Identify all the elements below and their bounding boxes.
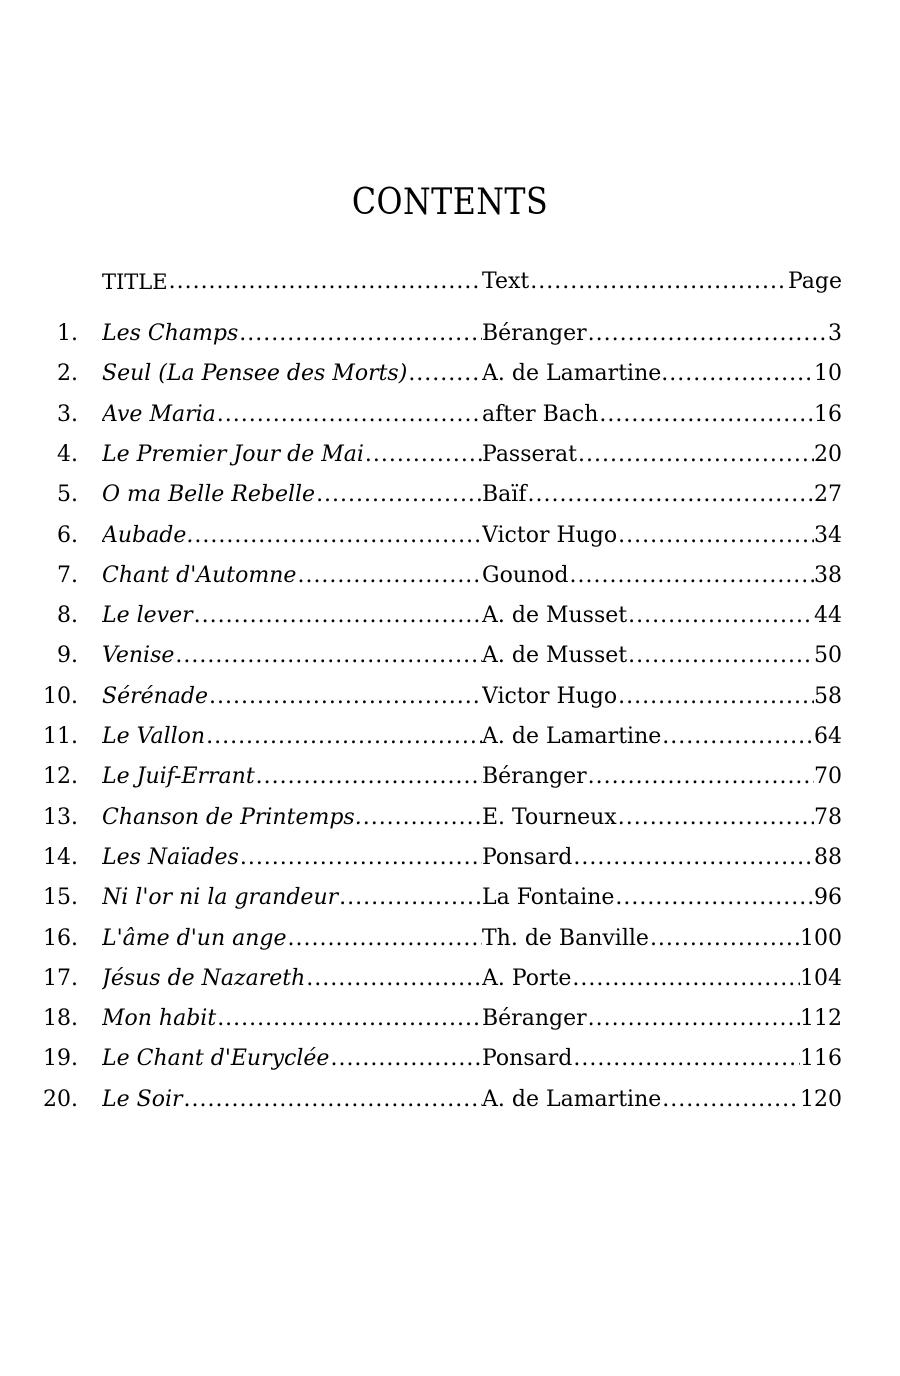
entry-page-number: 27 bbox=[814, 482, 842, 507]
entry-text-cell bbox=[482, 1039, 842, 1079]
entry-page-number: 70 bbox=[814, 764, 842, 789]
entry-text-author: A. Porte bbox=[482, 966, 572, 991]
entry-title-cell bbox=[102, 1080, 482, 1120]
entry-text-author: after Bach bbox=[482, 402, 599, 427]
entry-title-cell bbox=[102, 314, 482, 354]
dot-leader bbox=[569, 556, 815, 596]
entry-text-cell bbox=[482, 878, 842, 918]
entry-page-number: 116 bbox=[800, 1046, 842, 1071]
entry-text-author: Ponsard bbox=[482, 1046, 573, 1071]
dot-leader bbox=[216, 999, 482, 1039]
entry-text-author: Gounod bbox=[482, 563, 569, 588]
entry-page-number: 112 bbox=[800, 1006, 842, 1031]
entry-text-cell bbox=[482, 354, 842, 394]
contents-entry bbox=[0, 959, 900, 999]
entry-number: 3. bbox=[57, 402, 78, 427]
contents-entry bbox=[0, 596, 900, 636]
entry-title: Les Naïades bbox=[102, 845, 239, 870]
entry-text-author: Victor Hugo bbox=[482, 523, 618, 548]
entry-number: 12. bbox=[43, 764, 78, 789]
entry-page-number: 3 bbox=[828, 321, 842, 346]
entry-title: Le Juif-Errant bbox=[102, 764, 255, 789]
entry-title: Venise bbox=[102, 643, 175, 668]
column-header-row bbox=[0, 262, 900, 302]
entry-text-author: A. de Lamartine. bbox=[482, 361, 669, 386]
dot-leader bbox=[305, 959, 482, 999]
dot-leader bbox=[205, 717, 482, 757]
entry-text-cell bbox=[482, 757, 842, 797]
entry-number: 4. bbox=[57, 442, 78, 467]
dot-leader bbox=[239, 838, 482, 878]
entry-text-cell bbox=[482, 717, 842, 757]
title-column-header bbox=[102, 262, 482, 302]
dot-leader bbox=[255, 757, 482, 797]
entry-page-number: 20 bbox=[814, 442, 842, 467]
entry-title-cell bbox=[102, 757, 482, 797]
entry-title: Le Vallon bbox=[102, 724, 206, 749]
dot-leader bbox=[627, 596, 814, 636]
entry-title: Seul (La Pensee des Morts) bbox=[102, 361, 408, 386]
dot-leader bbox=[183, 1080, 483, 1120]
dot-leader bbox=[627, 636, 814, 676]
dot-leader bbox=[362, 798, 482, 838]
contents-entry bbox=[0, 919, 900, 959]
entry-text-author: Béranger bbox=[482, 1006, 587, 1031]
entry-number: 17. bbox=[43, 966, 78, 991]
dot-leader bbox=[614, 878, 814, 918]
entry-text-cell bbox=[482, 999, 842, 1039]
dot-leader bbox=[216, 395, 482, 435]
dot-leader bbox=[649, 919, 800, 959]
contents-entry bbox=[0, 757, 900, 797]
entry-title-cell bbox=[102, 596, 482, 636]
entry-title-cell bbox=[102, 636, 482, 676]
entry-title-cell bbox=[102, 919, 482, 959]
contents-entry bbox=[0, 999, 900, 1039]
entry-title-cell bbox=[102, 556, 482, 596]
title-header-label: TITLE bbox=[102, 270, 168, 294]
entry-page-number: 44 bbox=[814, 603, 842, 628]
entry-text-author: Victor Hugo bbox=[482, 684, 618, 709]
entry-text-cell bbox=[482, 1080, 842, 1120]
contents-entry bbox=[0, 717, 900, 757]
entry-page-number: 58 bbox=[814, 684, 842, 709]
entry-title: Le Chant d'Euryclée bbox=[102, 1046, 330, 1071]
contents-entry bbox=[0, 516, 900, 556]
entry-page-number: 96 bbox=[814, 885, 842, 910]
entry-text-cell bbox=[482, 516, 842, 556]
entry-text-author: A. de Lamartine bbox=[482, 724, 662, 749]
dot-leader bbox=[296, 556, 482, 596]
entry-text-author: E. Tourneux bbox=[482, 805, 617, 830]
dot-leader bbox=[572, 1039, 800, 1079]
entry-number: 15. bbox=[43, 885, 78, 910]
contents-entry bbox=[0, 1080, 900, 1120]
contents-entry bbox=[0, 556, 900, 596]
dot-leader bbox=[587, 999, 800, 1039]
dot-leader bbox=[315, 475, 482, 515]
entry-title-cell bbox=[102, 677, 482, 717]
entry-text-author: A. de Musset bbox=[482, 643, 628, 668]
entry-number: 13. bbox=[43, 805, 78, 830]
text-header-label: Text bbox=[482, 269, 530, 294]
entry-page-number: 88 bbox=[814, 845, 842, 870]
entry-title-cell bbox=[102, 959, 482, 999]
dot-leader bbox=[598, 395, 814, 435]
contents-entry bbox=[0, 798, 900, 838]
dot-leader bbox=[329, 1039, 482, 1079]
entry-page-number: 50 bbox=[814, 643, 842, 668]
dot-leader bbox=[587, 757, 814, 797]
entry-number: 6. bbox=[57, 523, 78, 548]
entry-title-cell bbox=[102, 798, 482, 838]
dot-leader bbox=[661, 717, 814, 757]
entry-text-cell bbox=[482, 395, 842, 435]
contents-entry bbox=[0, 636, 900, 676]
page-title: CONTENTS bbox=[351, 182, 549, 223]
entry-title-cell bbox=[102, 475, 482, 515]
entry-text-author: La Fontaine bbox=[482, 885, 615, 910]
entry-page-number: 10 bbox=[814, 361, 842, 386]
entry-title: O ma Belle Rebelle bbox=[102, 482, 316, 507]
dot-leader bbox=[617, 516, 814, 556]
entry-page-number: 38 bbox=[814, 563, 842, 588]
entry-title: Le Soir bbox=[102, 1087, 183, 1112]
entry-text-author: A. de Musset bbox=[482, 603, 628, 628]
contents-entry bbox=[0, 677, 900, 717]
entry-text-author: Béranger bbox=[482, 321, 587, 346]
entry-title: Le Premier Jour de Mai bbox=[102, 442, 364, 467]
contents-entry bbox=[0, 1039, 900, 1079]
entry-title: Chanson de Printemps. bbox=[102, 805, 362, 830]
entry-text-author: Baïf bbox=[482, 482, 527, 507]
entry-text-author: Passerat bbox=[482, 442, 578, 467]
entry-text-cell bbox=[482, 314, 842, 354]
entry-text-cell bbox=[482, 435, 842, 475]
page-header-label: Page bbox=[787, 269, 842, 294]
dot-leader bbox=[407, 354, 482, 394]
contents-entry bbox=[0, 354, 900, 394]
dot-leader bbox=[174, 636, 482, 676]
dot-leader bbox=[617, 798, 814, 838]
entry-text-author: A. de Lamartine bbox=[482, 1087, 662, 1112]
entry-number: 18. bbox=[43, 1006, 78, 1031]
entry-text-cell bbox=[482, 556, 842, 596]
entry-page-number: 120 bbox=[800, 1087, 842, 1112]
entry-title: Sérénade bbox=[102, 684, 209, 709]
entry-title-cell bbox=[102, 838, 482, 878]
entry-number: 5. bbox=[57, 482, 78, 507]
entry-text-cell bbox=[482, 838, 842, 878]
entry-number: 2. bbox=[57, 361, 78, 386]
entry-text-cell bbox=[482, 636, 842, 676]
dot-leader bbox=[364, 435, 482, 475]
entry-page-number: 34 bbox=[814, 523, 842, 548]
entry-text-cell bbox=[482, 919, 842, 959]
entry-number: 20. bbox=[43, 1087, 78, 1112]
entry-text-cell bbox=[482, 798, 842, 838]
contents-entry bbox=[0, 314, 900, 354]
dot-leader bbox=[572, 838, 814, 878]
dot-leader bbox=[661, 1080, 800, 1120]
contents-entry bbox=[0, 395, 900, 435]
dot-leader bbox=[193, 516, 482, 556]
entry-title: Ni l'or ni la grandeur bbox=[102, 885, 339, 910]
dot-leader bbox=[617, 677, 814, 717]
entry-page-number: 16 bbox=[814, 402, 842, 427]
entry-page-number: 104 bbox=[800, 966, 842, 991]
contents-entry bbox=[0, 435, 900, 475]
entry-number: 7. bbox=[57, 563, 78, 588]
entry-number: 11. bbox=[43, 724, 78, 749]
entry-text-cell bbox=[482, 596, 842, 636]
entry-title-cell bbox=[102, 1039, 482, 1079]
entry-page-number: 64 bbox=[814, 724, 842, 749]
entry-title-cell bbox=[102, 717, 482, 757]
dot-leader bbox=[577, 435, 814, 475]
dot-leader bbox=[238, 314, 482, 354]
entry-title: Ave Maria bbox=[102, 402, 216, 427]
entry-page-number: 78 bbox=[814, 805, 842, 830]
entry-number: 1. bbox=[57, 321, 78, 346]
entry-title-cell bbox=[102, 395, 482, 435]
dot-leader bbox=[587, 314, 828, 354]
dot-leader bbox=[193, 596, 482, 636]
dot-leader bbox=[287, 919, 483, 959]
entry-number: 8. bbox=[57, 603, 78, 628]
contents-entry bbox=[0, 878, 900, 918]
entry-number: 10. bbox=[43, 684, 78, 709]
dot-leader bbox=[571, 959, 800, 999]
dot-leader bbox=[338, 878, 482, 918]
dot-leader bbox=[668, 354, 814, 394]
entry-title-cell bbox=[102, 516, 482, 556]
entry-title-cell bbox=[102, 878, 482, 918]
text-column-header bbox=[482, 262, 842, 302]
entry-page-number: 100 bbox=[800, 926, 842, 951]
entry-number: 9. bbox=[57, 643, 78, 668]
entry-number: 19. bbox=[43, 1046, 78, 1071]
entry-title: Les Champs bbox=[102, 321, 239, 346]
dot-leader bbox=[208, 677, 482, 717]
entry-number: 16. bbox=[43, 926, 78, 951]
entry-title: Mon habit bbox=[102, 1006, 217, 1031]
contents-entry bbox=[0, 475, 900, 515]
entry-text-author: Ponsard bbox=[482, 845, 573, 870]
entry-title-cell bbox=[102, 354, 482, 394]
entry-text-author: Béranger bbox=[482, 764, 587, 789]
dot-leader bbox=[168, 262, 482, 302]
dot-leader bbox=[529, 262, 788, 302]
entry-text-cell bbox=[482, 677, 842, 717]
entry-text-cell bbox=[482, 475, 842, 515]
entry-text-cell bbox=[482, 959, 842, 999]
entry-text-author: Th. de Banville bbox=[482, 926, 649, 951]
entry-title: Aubade. bbox=[102, 523, 194, 548]
entry-title: L'âme d'un ange bbox=[102, 926, 287, 951]
entry-title-cell bbox=[102, 999, 482, 1039]
entry-title: Chant d'Automne bbox=[102, 563, 297, 588]
entry-title-cell bbox=[102, 435, 482, 475]
contents-entry bbox=[0, 838, 900, 878]
entry-title: Jésus de Nazareth bbox=[102, 966, 306, 991]
dot-leader bbox=[526, 475, 814, 515]
entry-title: Le lever bbox=[102, 603, 193, 628]
entry-number: 14. bbox=[43, 845, 78, 870]
